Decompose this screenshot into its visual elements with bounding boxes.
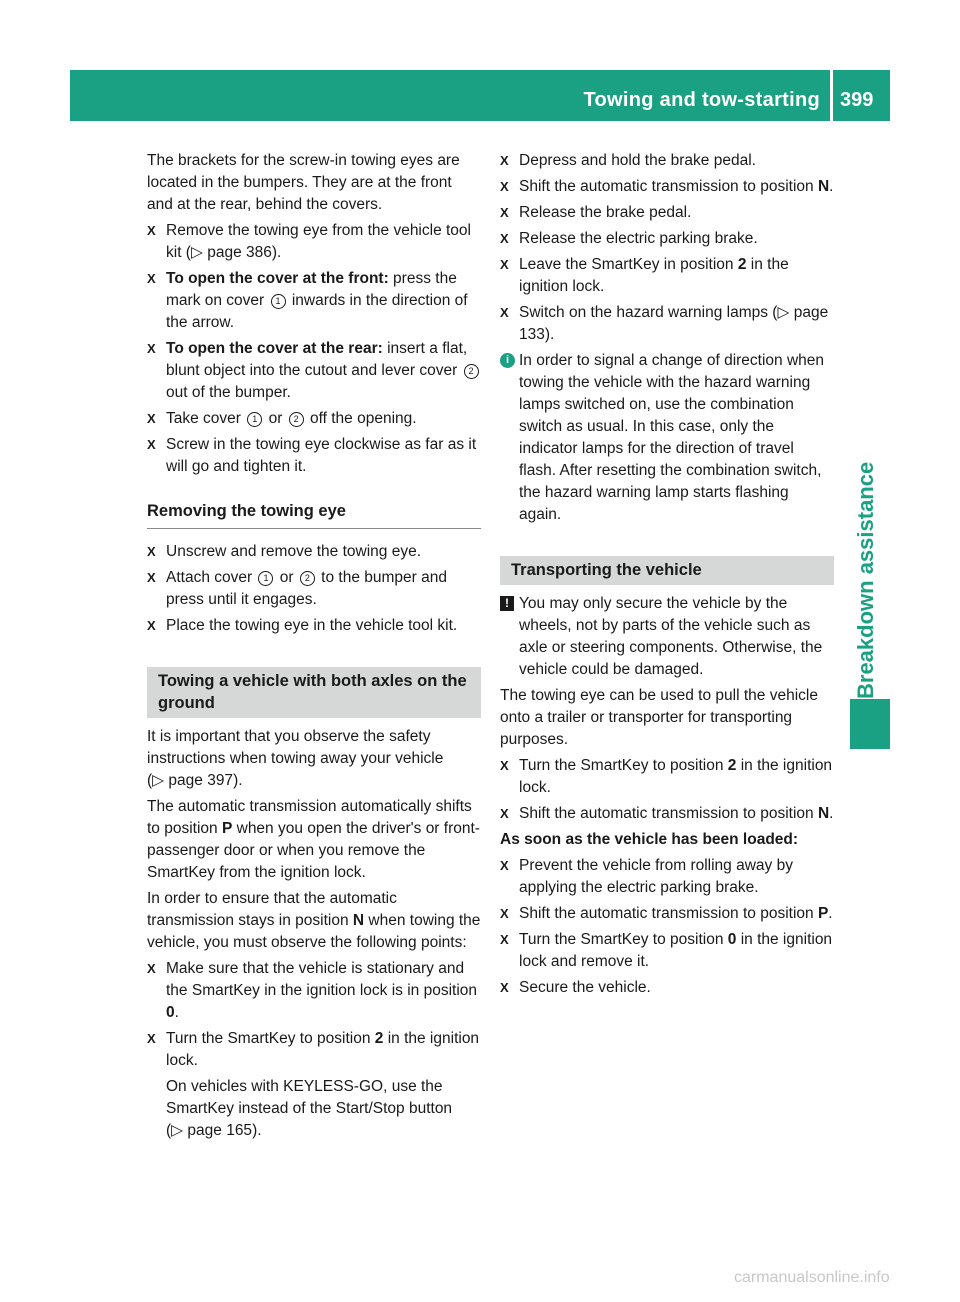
page-ref-arrow-icon: ▷ [777,304,790,321]
step-item: X Take cover 1 or 2 off the opening. [147,408,481,430]
step-item: X Switch on the hazard warning lamps (▷ page 133). [500,304,829,343]
step-marker: X [500,758,509,773]
step-marker: X [147,961,156,976]
step-marker: X [500,257,509,272]
step-item: X Depress and hold the brake pedal. [500,150,834,172]
step-marker: X [500,906,509,921]
page-ref-arrow-icon: ▷ [152,772,165,789]
step-item: X Prevent the vehicle from rolling away by applying the electric parking brake. [500,857,793,896]
step-item: X To open the cover at the front: press the mark on cover 1 inwards in the direction of the arrow. [147,270,468,331]
step-marker: X [147,223,156,238]
step-item: X Place the towing eye in the vehicle tool kit. [147,615,481,637]
footer-watermark[interactable]: carmanualsonline.info [734,1269,890,1286]
step-marker: X [147,341,156,356]
header-divider [830,70,833,121]
step-marker: X [500,980,509,995]
step-item: X Attach cover 1 or 2 to the bumper and press until it engages. [147,569,447,608]
step-marker: X [147,544,156,559]
towing-heading: Towing a vehicle with both axles on the ground [147,667,481,718]
intro-paragraph: The brackets for the screw-in towing eyes are located in the bumpers. They are at the front and at the rear, behind the covers. [147,152,460,213]
step-item: X To open the cover at the rear: insert a flat, blunt object into the cutout and lever cover 2 out of the bumper. [147,338,481,404]
callout-1-icon: 1 [271,294,286,309]
info-note: i In order to signal a change of direction when towing the vehicle with the hazard warning lamps switched on, use the combination switch as usual. In this case, only the indicator lamps for the direction of travel flash. After resetting the combination switch, the hazard warning lamp starts flashing again. [500,350,834,526]
towing-paragraph: In order to ensure that the automatic transmission stays in position N when towing the vehicle, you must observe the following points: [147,890,481,951]
step-marker: X [500,153,509,168]
side-tab [842,121,890,699]
step-marker: X [500,858,509,873]
step-marker: X [500,806,509,821]
step-item: X Turn the SmartKey to position 2 in the ignition lock. On vehicles with KEYLESS-GO, use the SmartKey instead of the Start/Stop button (▷ page 165). [147,1028,481,1142]
side-tab-label: Breakdown assistance [853,461,878,699]
step-item: X Make sure that the vehicle is stationary and the SmartKey in the ignition lock is in position 0. [147,960,478,1021]
callout-2-icon: 2 [464,364,479,379]
towing-paragraph: It is important that you observe the safety instructions when towing away your vehicle (▷ page 397). [147,728,444,789]
step-item: X Unscrew and remove the towing eye. [147,541,481,563]
step-subnote: On vehicles with KEYLESS-GO, use the SmartKey instead of the Start/Stop button (▷ page 165). [166,1078,453,1139]
step-item: X Shift the automatic transmission to position P. [500,903,834,925]
callout-1-icon: 1 [258,571,273,586]
step-marker: X [147,411,156,426]
header-bar [70,70,890,121]
callout-1-icon: 1 [247,412,262,427]
warning-icon: ! [500,596,514,611]
step-item: X Screw in the towing eye clockwise as far as it will go and tighten it. [147,436,477,475]
info-icon: i [500,353,515,368]
step-item: X Leave the SmartKey in position 2 in the ignition lock. [500,256,789,295]
page-reference[interactable]: page 386 [207,244,272,261]
towing-paragraph: The automatic transmission automatically shifts to position P when you open the driver's or front-passenger door or when you remove the SmartKey from the ignition lock. [147,798,480,881]
step-item: X Shift the automatic transmission to position N. [500,803,834,825]
left-column [147,150,481,1146]
right-column [500,150,834,1003]
page-reference[interactable]: page 165 [187,1122,253,1139]
callout-2-icon: 2 [300,571,315,586]
step-item: X Release the electric parking brake. [500,228,834,250]
step-marker: X [147,1031,156,1046]
step-marker: X [500,305,509,320]
step-marker: X [147,618,156,633]
page-reference[interactable]: page 133 [519,304,829,343]
section-title: Towing and tow-starting [583,89,820,111]
page-ref-arrow-icon: ▷ [190,244,203,261]
step-item: X Turn the SmartKey to position 0 in the ignition lock and remove it. [500,931,833,970]
step-item: X Release the brake pedal. [500,202,834,224]
removing-heading: Removing the towing eye [147,500,481,529]
warning-note: ! You may only secure the vehicle by the wheels, not by parts of the vehicle such as axle or steering components. Otherwise, the vehicle could be damaged. [500,593,834,681]
callout-2-icon: 2 [289,412,304,427]
page-reference[interactable]: page 397 [168,772,234,789]
step-item: X Shift the automatic transmission to position N. [500,176,834,198]
step-item: X Remove the towing eye from the vehicle tool kit (▷ page 386). [147,222,471,261]
transport-paragraph: The towing eye can be used to pull the vehicle onto a trailer or transporter for transporting purposes. [500,687,818,748]
transport-heading: Transporting the vehicle [500,556,834,585]
step-marker: X [500,231,509,246]
step-marker: X [500,179,509,194]
step-marker: X [147,271,156,286]
step-marker: X [500,932,509,947]
step-item: X Secure the vehicle. [500,977,834,999]
side-tab-marker [850,699,890,749]
page-number: 399 [840,89,874,111]
loaded-heading: As soon as the vehicle has been loaded: [500,831,799,848]
step-marker: X [147,437,156,452]
page-ref-arrow-icon: ▷ [171,1122,184,1139]
step-marker: X [147,570,156,585]
step-item: X Turn the SmartKey to position 2 in the ignition lock. [500,757,833,796]
step-marker: X [500,205,509,220]
